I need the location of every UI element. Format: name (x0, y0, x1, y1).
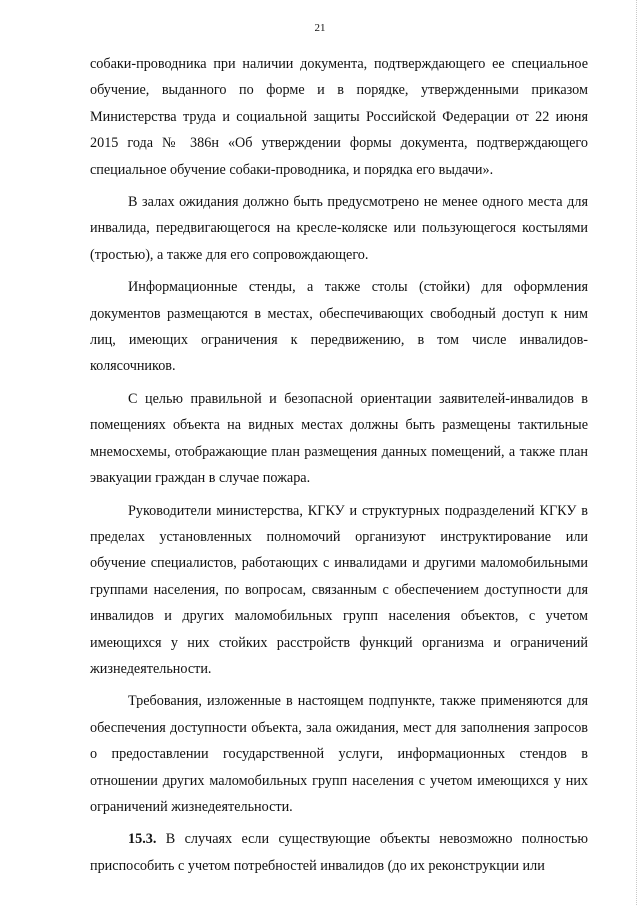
paragraph-15-3-text: В случаях если существующие объекты невозможно полностью приспособить с учетом потребностей инвалидов (до их реконструкции или (90, 831, 588, 874)
paragraph-staff-training: Руководители министерства, КГКУ и структурных подразделений КГКУ в пределах установленных полномочий организуют инструктирование или обучение специалистов, работающих с инвалидами и другими маломобильными группами населения, по вопросам, связанным с обеспечением доступности для инвалидов и других маломобильных групп населения объектов, с учетом имеющихся у них стойких расстройств функций организма и ограничений жизнедеятельности. (90, 502, 588, 677)
paragraph-tactile-schemes: С целью правильной и безопасной ориентации заявителей-инвалидов в помещениях объекта на видных местах должны быть размещены тактильные мнемосхемы, отображающие план размещения данных помещений, а также план эвакуации граждан в случае пожара. (90, 390, 588, 487)
body-text (90, 51, 588, 879)
paragraph-continuation: собаки-проводника при наличии документа, подтверждающего ее специальное обучение, выданного по форме и в порядке, утвержденными приказом Министерства труда и социальной защиты Российской Федерации от 22 июня 2015 года № 386н «Об утверждении формы документа, подтверждающего специальное обучение собаки-проводника, и порядка его выдачи». (90, 56, 588, 178)
paragraph-requirements: Требования, изложенные в настоящем подпункте, также применяются для обеспечения доступности объекта, зала ожидания, мест для заполнения запросов о предоставлении государственной услуги, информационных стендов в отношении других маломобильных групп населения с учетом имеющихся у них ограничений жизнедеятельности. (90, 693, 588, 815)
scan-edge-line (635, 0, 637, 905)
paragraph-waiting-halls: В залах ожидания должно быть предусмотрено не менее одного места для инвалида, передвигающегося на кресле-коляске или пользующегося костылями (тростью), а также для его сопровождающего. (90, 194, 588, 263)
paragraph-information-stands: Информационные стенды, а также столы (стойки) для оформления документов размещаются в местах, обеспечивающих свободный доступ к ним лиц, имеющих ограничения к передвижению, в том числе инвалидов-колясочников. (90, 279, 588, 375)
paragraph-number: 15.3. (128, 831, 157, 848)
page-number: 21 (314, 22, 326, 34)
paragraph-15-3 (90, 826, 588, 879)
